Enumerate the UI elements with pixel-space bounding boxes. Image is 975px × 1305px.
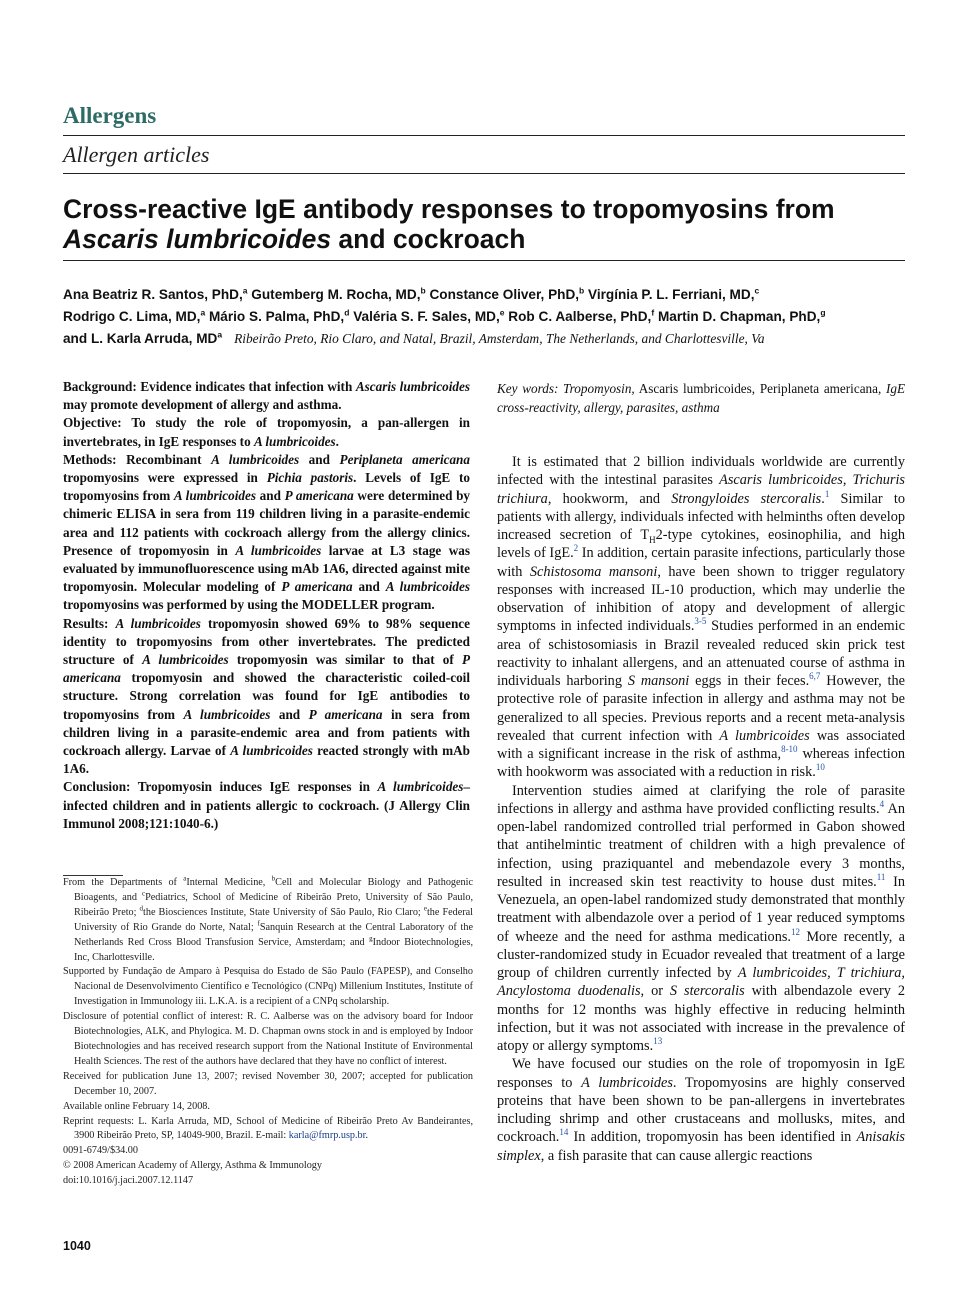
abstract-results: Results: A lumbricoides tropomyosin showed 69% to 98% sequence identity to tropomyosins from other invertebrates. The predicted structure of A lumbricoides tropomyosin was similar to that of P americana tropomyosin and showed the characteristic coiled-coil structure. Strong correlation was found for IgE antibodies to tropomyosins from A lumbricoides and P americana in sera from children living in a parasite-endemic area and from patients with cockroach allergy. Larvae of A lumbricoides reacted strongly with mAb 1A6. bbox=[63, 615, 471, 777]
reference-link[interactable]: 12 bbox=[791, 926, 800, 937]
reference-link[interactable]: 11 bbox=[876, 871, 886, 882]
article-title: Cross-reactive IgE antibody responses to tropomyosins from Ascaris lumbricoides and cockroach bbox=[63, 194, 835, 254]
body-paragraph-1: It is estimated that 2 billion individuals worldwide are currently infected with the intestinal parasites Ascaris lumbricoides, Trichuris trichiura, hookworm, and Strongyloides stercoralis.$^1$ Similar to patients with allergy, individuals infected with helminths often develop increased secretion of $T_H2$-type cytokines, eosinophilia, and high levels of IgE.$^2$ In addition, certain parasite infections, particularly those with Schistosoma mansoni, have been shown to trigger regulatory responses with increased IL-10 production, which may underlie the observation of inhibition of atopy and development of allergic symptoms in infected individuals.$^{3-5}$ Studies performed in an endemic area of schistosomiasis in Brazil revealed reduced skin prick test reactivity to inhalant allergens, and an attenuated course of asthma in individuals harboring S mansoni eggs in their feces.$^{6,7}$ However, the protective role of parasite infection in allergy and asthma may not be generalized to all species. Previous reports and a recent meta-analysis revealed that current infection with A lumbricoides was associated with a significant increase in the risk of asthma,$^{8-10}$ whereas infection with hookworm was associated with a reduction in risk.$^{10}$ bbox=[497, 454, 906, 781]
reference-link[interactable]: 3-5 bbox=[694, 616, 707, 627]
reference-link[interactable]: 6,7 bbox=[809, 671, 821, 682]
email-link[interactable]: karla@fmrp.usp.br bbox=[288, 1130, 366, 1142]
header-rule-top bbox=[63, 135, 905, 136]
footnote-support: Supported by Fundação de Amparo à Pesquisa do Estado de São Paulo (FAPESP), and Conselho Nacional de Desenvolvimento Científico e Tecnológico (CNPq) Millenium Institutes, Institute of Investigation in Immunology iii. L.K.A. is a recipient of a CNPq scholarship. bbox=[63, 966, 473, 1008]
subsection-heading: Allergen articles bbox=[63, 142, 210, 167]
author-list: Ana Beatriz R. Santos, PhD,$^a$ Gutemberg M. Rocha, MD,$^b$ Constance Oliver, PhD,$^b$ Virgínia P. L. Ferriani, MD,$^c$ Rodrigo C. Lima, MD,$^a$ Mário S. Palma, PhD,$^d$ Valéria S. F. Sales, MD,$^e$ Rob C. Aalberse, PhD,$^f$ Martin D. Chapman, PhD,$^g$ and L. Karla Arruda, $MD^a$ Ribeirão Preto, Rio Claro, and Natal, Brazil, Amsterdam, The Netherlands, and Charlottesville, Va bbox=[63, 285, 826, 346]
header-rule-middle bbox=[63, 173, 905, 174]
body-text bbox=[497, 453, 905, 1165]
footnote-received: Received for publication June 13, 2007; revised November 30, 2007; accepted for publication December 10, 2007. bbox=[63, 1070, 473, 1097]
abstract-conclusion: Conclusion: Tropomyosin induces IgE responses in A lumbricoides–infected children and in patients allergic to cockroach. (J Allergy Clin Immunol 2008;121:1040-6.) bbox=[63, 779, 470, 831]
footnote-disclosure: Disclosure of potential conflict of interest: R. C. Aalberse was on the advisory board for Indoor Biotechnologies, ALK, and Phylogica. M. D. Chapman owns stock in and is employed by Indoor Biotechnologies and has received research support from the National Institute of Environmental Health Sciences. The rest of the authors have declared that they have no conflict of interest. bbox=[63, 1011, 473, 1067]
body-paragraph-3: We have focused our studies on the role of tropomyosin in IgE responses to A lumbricoides. Tropomyosins are highly conserved proteins that have been shown to be pan-allergens in invertebrates including shrimp and other crustaceans and mollusks, mites, and cockroach.$^{14}$ In addition, tropomyosin has been identified in Anisakis simplex, a fish parasite that can cause allergic reactions bbox=[497, 1056, 905, 1164]
title-species: Ascaris lumbricoides bbox=[63, 224, 332, 254]
abstract-methods: Methods: Recombinant A lumbricoides and Periplaneta americana tropomyosins were expressed in Pichia pastoris. Levels of IgE to tropomyosins from A lumbricoides and P americana were determined by chimeric ELISA in sera from 119 children living in a parasite-endemic area and 112 patients with cockroach allergy from the allergy clinics. Presence of tropomyosin in A lumbricoides larvae at L3 stage was evaluated by immunofluorescence using mAb 1A6, directed against mite tropomyosin. Molecular modeling of P americana and A lumbricoides tropomyosins was performed by using the MODELLER program. bbox=[63, 451, 471, 613]
footnote-online: Available online February 14, 2008. bbox=[63, 1100, 210, 1112]
footnotes bbox=[63, 876, 473, 1189]
body-paragraph-2: Intervention studies aimed at clarifying the role of parasite infections in allergy and asthma have provided conflicting results.$^4$ An open-label randomized controlled trial performed in Gabon showed that antihelmintic treatment of children with a high prevalence of infection, using praziquantel and mebendazole every 3 months, resulted in increased skin test reactivity to house dust mites.$^{11}$ In Venezuela, an open-label randomized study demonstrated that monthly treatment with albendazole over a period of 1 year reduced symptoms of wheeze and the need for asthma medications.$^{12}$ More recently, a cluster-randomized study in Ecuador revealed that treatment of a large group of children currently infected by A lumbricoides, T trichiura, Ancylostoma duodenalis, or S stercoralis with albendazole every 2 months for 12 months was highly effective in reducing helminth infection, but it was not associated with increase in the prevalence of atopy or allergy symptoms.$^{13}$ bbox=[497, 782, 906, 1054]
abstract-objective: Objective: To study the role of tropomyosin, a pan-allergen in invertebrates, in IgE responses to A lumbricoides. bbox=[63, 415, 470, 449]
footnote-issn: 0091-6749/$34.00 bbox=[63, 1145, 138, 1157]
footnote-doi[interactable]: doi:10.1016/j.jaci.2007.12.1147 bbox=[63, 1175, 194, 1187]
title-rule bbox=[63, 260, 905, 261]
author-locations: Ribeirão Preto, Rio Claro, and Natal, Brazil, Amsterdam, The Netherlands, and Charlottesville, Va bbox=[234, 331, 765, 346]
keywords: Key words: Tropomyosin, Ascaris lumbricoides, Periplaneta americana, IgE cross-reactivity, allergy, parasites, asthma bbox=[497, 381, 906, 415]
reference-link[interactable]: 13 bbox=[653, 1036, 663, 1047]
footnote-affiliations: From the Departments of $^a$Internal Medicine, $^b$Cell and Molecular Biology and Pathogenic Bioagents, and $^c$Pediatrics, School of Medicine of Ribeirão Preto, University of São Paulo, Ribeirão Preto; $^d$the Biosciences Institute, State University of São Paulo, Rio Claro; $^e$the Federal University of Rio Grande do Norte, Natal; $^f$Sanquin Research at the Central Laboratory of the Netherlands Red Cross Blood Transfusion Service, Amsterdam; and $^g$Indoor Biotechnologies, Inc, Charlottesville. bbox=[63, 874, 473, 963]
abstract bbox=[63, 378, 470, 833]
footnote-reprint: Reprint requests: L. Karla Arruda, MD, School of Medicine of Ribeirão Preto Av Bandeirantes, 3900 Ribeirão Preto, SP, 14049-900, Brazil. E-mail: karla@fmrp.usp.br. bbox=[63, 1115, 473, 1142]
reference-link[interactable]: 1 bbox=[824, 488, 830, 499]
footnote-copyright: © 2008 American Academy of Allergy, Asthma & Immunology bbox=[63, 1160, 322, 1172]
reference-link[interactable]: 14 bbox=[559, 1127, 569, 1138]
page-number: 1040 bbox=[63, 1239, 91, 1253]
abstract-background: Background: Evidence indicates that infection with Ascaris lumbricoides may promote development of allergy and asthma. bbox=[63, 379, 471, 413]
section-heading: Allergens bbox=[63, 103, 157, 128]
reference-link[interactable]: 10 bbox=[815, 762, 825, 773]
reference-link[interactable]: 2 bbox=[573, 543, 579, 554]
reference-link[interactable]: 4 bbox=[879, 798, 885, 809]
reference-link[interactable]: 8-10 bbox=[781, 744, 798, 755]
